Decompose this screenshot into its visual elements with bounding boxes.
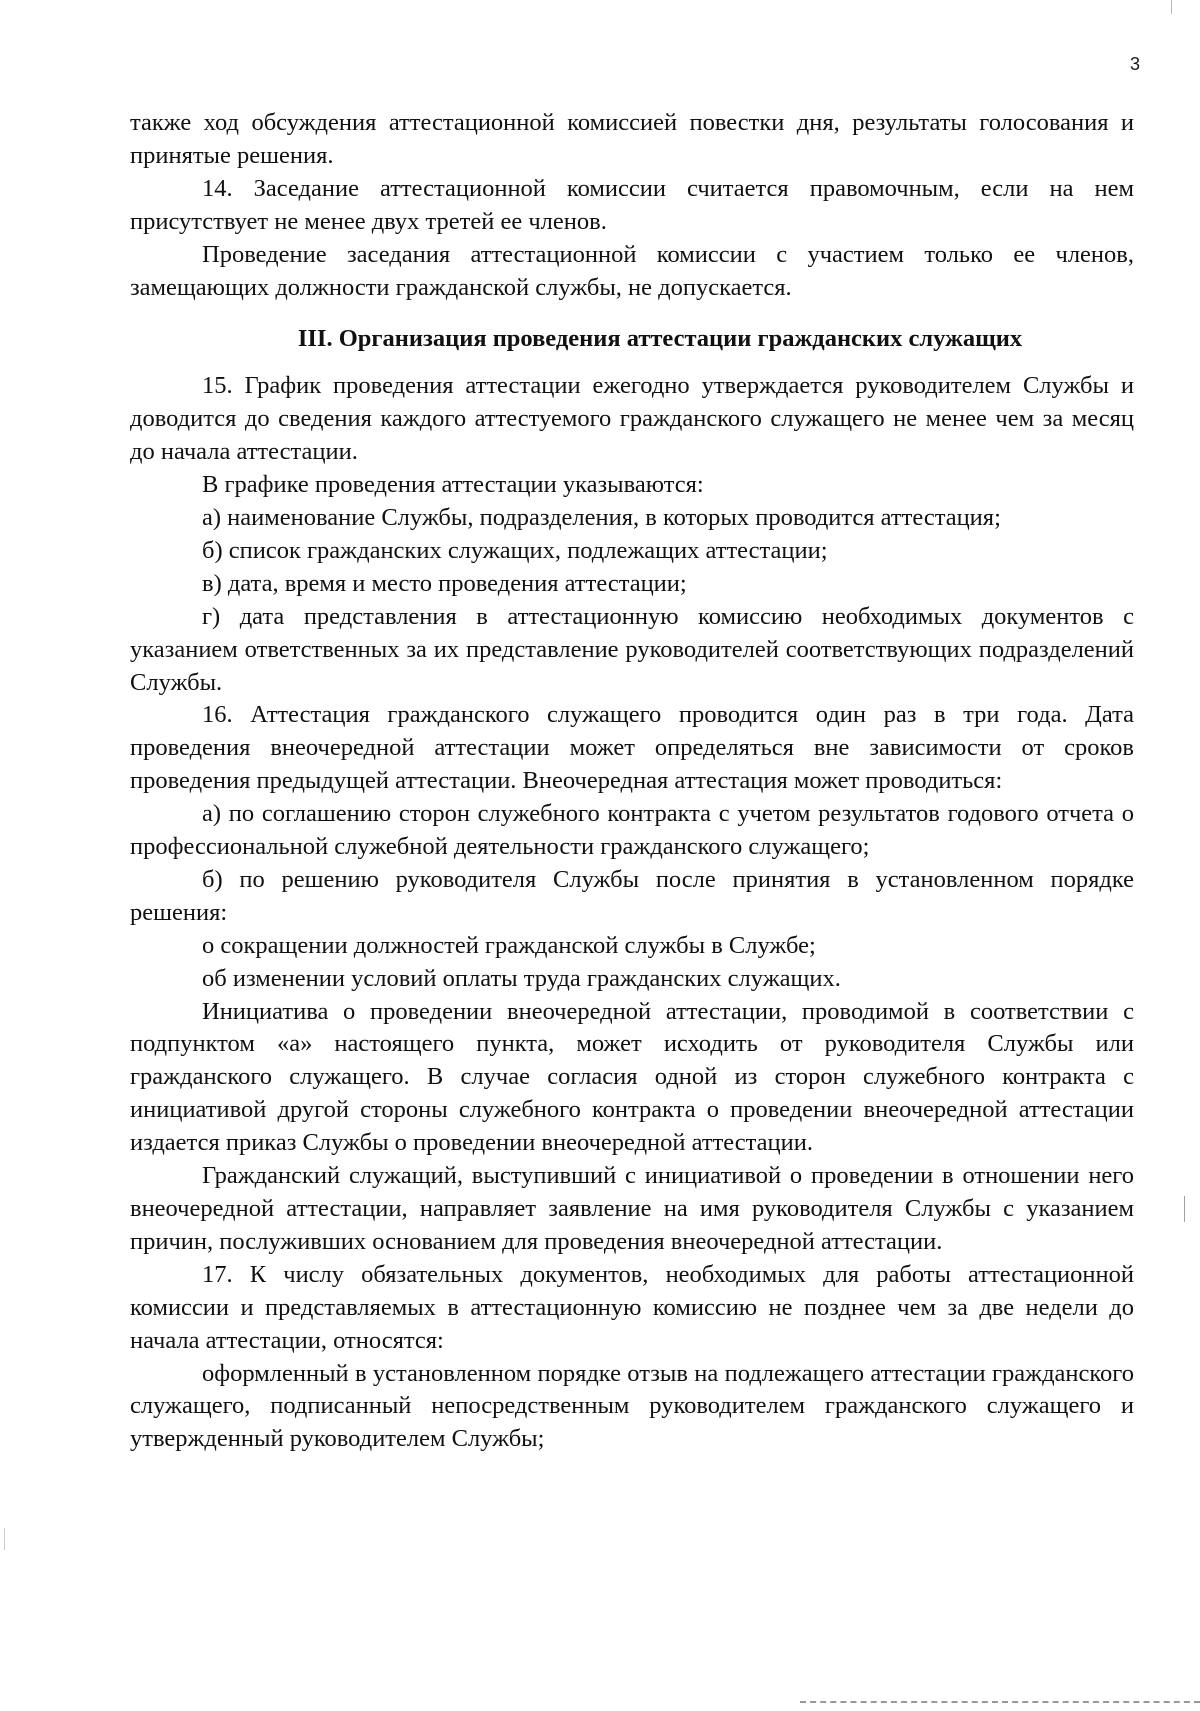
list-item-a: а) наименование Службы, подразделения, в которых проводится аттестация;	[202, 503, 1001, 531]
list-item-g: г) дата представления в аттестационную комиссию необходимых документов с указанием ответственных за их представление руководителей соответствующих подразделений Службы.	[130, 602, 1134, 696]
paragraph-14: 14. Заседание аттестационной комиссии считается правомочным, если на нем присутствует не менее двух третей ее членов.	[130, 174, 1134, 235]
paragraph-16-item-b: б) по решению руководителя Службы после принятия в установленном порядке решения:	[130, 865, 1134, 926]
document-body	[130, 107, 1134, 1456]
paragraph-continuation: также ход обсуждения аттестационной комиссией повестки дня, результаты голосования и принятые решения.	[130, 109, 1134, 169]
paragraph-16-sub-1: о сокращении должностей гражданской службы в Службе;	[202, 931, 816, 959]
paragraph-17: 17. К числу обязательных документов, необходимых для работы аттестационной комиссии и представляемых в аттестационную комиссию не позднее чем за две недели до начала аттестации, относятся:	[130, 1260, 1134, 1354]
paragraph-16-initiative: Инициатива о проведении внеочередной аттестации, проводимой в соответствии с подпунктом «а» настоящего пункта, может исходить от руководителя Службы или гражданского служащего. В случае согласия одной из сторон служебного контракта с инициативой другой стороны служебного контракта о проведении внеочередной аттестации издается приказ Службы о проведении внеочередной аттестации.	[130, 997, 1134, 1157]
scan-corner-mark	[1171, 0, 1172, 14]
paragraph-16-application: Гражданский служащий, выступивший с инициативой о проведении в отношении него внеочередной аттестации, направляет заявление на имя руководителя Службы с указанием причин, послуживших основанием для проведения внеочередной аттестации.	[130, 1162, 1134, 1255]
paragraph-14-note: Проведение заседания аттестационной комиссии с участием только ее членов, замещающих должности гражданской службы, не допускается.	[130, 240, 1134, 301]
section-heading: III. Организация проведения аттестации гражданских служащих	[297, 325, 1023, 353]
paragraph-16: 16. Аттестация гражданского служащего проводится один раз в три года. Дата проведения внеочередной аттестации может определяться вне зависимости от сроков проведения предыдущей аттестации. Внеочередная аттестация может проводиться:	[130, 701, 1134, 795]
list-item-v: в) дата, время и место проведения аттестации;	[202, 569, 687, 597]
page-number: 3	[1129, 54, 1140, 74]
list-item-b: б) список гражданских служащих, подлежащих аттестации;	[202, 536, 828, 564]
scan-left-mark	[4, 1528, 5, 1550]
paragraph-15-intro: В графике проведения аттестации указываются:	[202, 471, 704, 499]
scan-margin-mark	[1184, 1196, 1185, 1222]
paragraph-16-sub-2: об изменении условий оплаты труда гражданских служащих.	[202, 964, 841, 992]
paragraph-15: 15. График проведения аттестации ежегодно утверждается руководителем Службы и доводится до сведения каждого аттестуемого гражданского служащего не менее чем за месяц до начала аттестации.	[130, 372, 1134, 466]
paragraph-16-item-a: а) по соглашению сторон служебного контракта с учетом результатов годового отчета о профессиональной служебной деятельности гражданского служащего;	[130, 800, 1134, 861]
paragraph-17-item-1: оформленный в установленном порядке отзыв на подлежащего аттестации гражданского служащего, подписанный непосредственным руководителем гражданского служащего и утвержденный руководителем Службы;	[130, 1359, 1134, 1453]
scan-bottom-rule	[800, 1701, 1200, 1705]
